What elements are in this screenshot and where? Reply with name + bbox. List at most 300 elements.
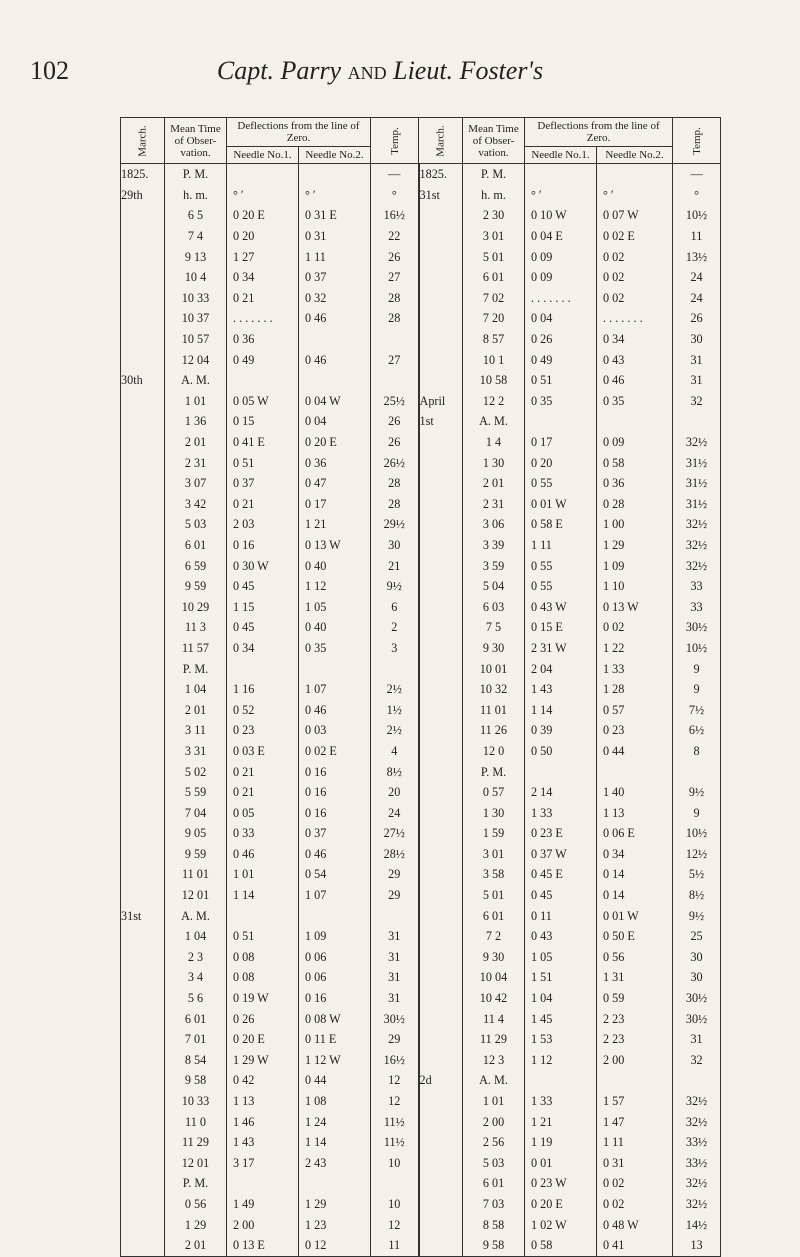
table-cell: [299, 1173, 371, 1194]
table-cell: [121, 823, 165, 844]
table-cell: 2 01: [463, 473, 525, 494]
table-cell: 26: [371, 432, 419, 453]
table-cell: 9 30: [463, 947, 525, 968]
table-cell: [419, 823, 463, 844]
deflections-header-left: Deflections from the line of Zero.: [227, 118, 371, 147]
table-cell: 27: [371, 350, 419, 371]
table-cell: [121, 700, 165, 721]
table-cell: 24: [371, 803, 419, 824]
table-cell: 8: [673, 741, 721, 762]
table-cell: 1 04: [165, 926, 227, 947]
table-cell: [371, 1173, 419, 1194]
table-cell: 5½: [673, 864, 721, 885]
table-cell: [227, 164, 299, 185]
table-row: [121, 185, 721, 206]
table-cell: [121, 556, 165, 577]
table-cell: 0 05: [227, 803, 299, 824]
table-cell: 30th: [121, 370, 165, 391]
table-row: [121, 844, 721, 865]
table-cell: 1 33: [525, 803, 597, 824]
table-cell: 0 37: [299, 267, 371, 288]
table-cell: 6 01: [463, 906, 525, 927]
table-row: [121, 947, 721, 968]
table-cell: 31½: [673, 453, 721, 474]
table-cell: 33½: [673, 1132, 721, 1153]
table-cell: 20: [371, 782, 419, 803]
table-cell: 0 44: [299, 1070, 371, 1091]
table-row: [121, 164, 721, 185]
table-cell: [121, 329, 165, 350]
table-cell: 0 02 E: [299, 741, 371, 762]
table-cell: 11: [371, 1235, 419, 1256]
table-cell: [419, 494, 463, 515]
table-cell: [597, 411, 673, 432]
table-cell: 0 01: [525, 1153, 597, 1174]
table-cell: 30: [371, 535, 419, 556]
table-cell: [121, 411, 165, 432]
table-cell: 29th: [121, 185, 165, 206]
table-cell: 0 08: [227, 967, 299, 988]
table-cell: [419, 762, 463, 783]
table-cell: [673, 1070, 721, 1091]
table-cell: 1 19: [525, 1132, 597, 1153]
table-cell: [419, 864, 463, 885]
table-cell: 1 11: [597, 1132, 673, 1153]
table-cell: 1 46: [227, 1112, 299, 1133]
table-cell: 26: [371, 247, 419, 268]
table-cell: 10: [371, 1194, 419, 1215]
table-row: [121, 823, 721, 844]
table-cell: 11 29: [463, 1029, 525, 1050]
table-cell: [121, 741, 165, 762]
table-row: [121, 617, 721, 638]
table-cell: 9 59: [165, 844, 227, 865]
table-cell: 10 33: [165, 288, 227, 309]
table-cell: 0 11: [525, 906, 597, 927]
table-cell: [419, 308, 463, 329]
table-row: [121, 535, 721, 556]
table-cell: 1 30: [463, 803, 525, 824]
table-cell: 5 6: [165, 988, 227, 1009]
table-row: [121, 391, 721, 412]
table-cell: 1 57: [597, 1091, 673, 1112]
table-cell: 16½: [371, 205, 419, 226]
table-cell: —: [371, 164, 419, 185]
table-cell: 1 13: [597, 803, 673, 824]
table-cell: 31: [673, 350, 721, 371]
table-cell: [419, 473, 463, 494]
table-cell: 0 09: [597, 432, 673, 453]
table-cell: [121, 947, 165, 968]
table-cell: [121, 1132, 165, 1153]
table-cell: ° ′: [299, 185, 371, 206]
table-cell: [419, 1132, 463, 1153]
table-row: [121, 1132, 721, 1153]
table-cell: [121, 638, 165, 659]
table-cell: 0 41: [597, 1235, 673, 1256]
table-cell: 0 13 E: [227, 1235, 299, 1256]
table-cell: [419, 267, 463, 288]
table-cell: 2 03: [227, 514, 299, 535]
table-cell: 28: [371, 308, 419, 329]
table-cell: 0 48 W: [597, 1215, 673, 1236]
table-row: [121, 803, 721, 824]
table-cell: 0 04 E: [525, 226, 597, 247]
table-cell: 32½: [673, 1194, 721, 1215]
temp-header-left: Temp.: [371, 118, 419, 164]
table-cell: 1st: [419, 411, 463, 432]
table-cell: 0 43: [525, 926, 597, 947]
table-cell: 6 01: [463, 1173, 525, 1194]
table-cell: 11 4: [463, 1009, 525, 1030]
table-row: [121, 762, 721, 783]
table-cell: 0 23 E: [525, 823, 597, 844]
table-cell: . . . . . . .: [227, 308, 299, 329]
table-cell: 1825.: [121, 164, 165, 185]
table-cell: [121, 1173, 165, 1194]
table-cell: 30: [673, 967, 721, 988]
table-cell: 1½: [371, 700, 419, 721]
table-cell: 9 30: [463, 638, 525, 659]
observations-table: [120, 117, 721, 1257]
table-cell: 28: [371, 473, 419, 494]
table-cell: 7 20: [463, 308, 525, 329]
table-cell: 31st: [419, 185, 463, 206]
table-cell: [419, 803, 463, 824]
table-cell: 0 40: [299, 617, 371, 638]
table-cell: 3 07: [165, 473, 227, 494]
table-cell: 1 29: [299, 1194, 371, 1215]
table-cell: [121, 659, 165, 680]
table-cell: 12: [371, 1215, 419, 1236]
table-cell: 0 50: [525, 741, 597, 762]
table-row: [121, 226, 721, 247]
table-cell: 8½: [673, 885, 721, 906]
table-cell: P. M.: [165, 164, 227, 185]
table-cell: [419, 556, 463, 577]
table-cell: 7 5: [463, 617, 525, 638]
table-cell: 2 01: [165, 700, 227, 721]
table-cell: 32½: [673, 1091, 721, 1112]
table-cell: 1 24: [299, 1112, 371, 1133]
table-cell: 0 30 W: [227, 556, 299, 577]
table-cell: 1 05: [525, 947, 597, 968]
table-cell: 12: [371, 1091, 419, 1112]
table-cell: 6 03: [463, 597, 525, 618]
table-cell: [121, 720, 165, 741]
table-cell: 12 2: [463, 391, 525, 412]
table-cell: 2 01: [165, 1235, 227, 1256]
table-cell: 1 43: [227, 1132, 299, 1153]
table-cell: 1 53: [525, 1029, 597, 1050]
table-cell: 2 00: [227, 1215, 299, 1236]
needle2-header-left: Needle No.2.: [299, 147, 371, 164]
table-cell: 2 00: [463, 1112, 525, 1133]
table-cell: 9: [673, 659, 721, 680]
table-cell: 0 47: [299, 473, 371, 494]
table-cell: 27½: [371, 823, 419, 844]
table-cell: °: [371, 185, 419, 206]
table-cell: 0 14: [597, 864, 673, 885]
table-cell: 11 01: [463, 700, 525, 721]
table-cell: [419, 844, 463, 865]
table-cell: 1 11: [299, 247, 371, 268]
table-cell: 11 57: [165, 638, 227, 659]
table-cell: 2 14: [525, 782, 597, 803]
table-cell: 25: [673, 926, 721, 947]
table-cell: 0 35: [525, 391, 597, 412]
table-row: [121, 432, 721, 453]
table-cell: 9½: [673, 782, 721, 803]
table-cell: [121, 597, 165, 618]
table-cell: 31st: [121, 906, 165, 927]
table-cell: 2 43: [299, 1153, 371, 1174]
table-cell: 32½: [673, 1112, 721, 1133]
table-cell: 3 42: [165, 494, 227, 515]
table-cell: [673, 411, 721, 432]
table-cell: 1 14: [525, 700, 597, 721]
table-cell: 7 03: [463, 1194, 525, 1215]
table-cell: 0 43: [597, 350, 673, 371]
table-cell: [121, 453, 165, 474]
table-cell: 0 04: [299, 411, 371, 432]
table-cell: [419, 1091, 463, 1112]
table-cell: [419, 782, 463, 803]
table-cell: 0 06 E: [597, 823, 673, 844]
table-cell: 6 59: [165, 556, 227, 577]
table-cell: 0 16: [227, 535, 299, 556]
table-cell: 8½: [371, 762, 419, 783]
table-cell: 0 56: [165, 1194, 227, 1215]
table-cell: 28: [371, 288, 419, 309]
table-cell: 24: [673, 288, 721, 309]
table-cell: 0 49: [227, 350, 299, 371]
table-cell: 0 46: [597, 370, 673, 391]
table-cell: 9: [673, 803, 721, 824]
table-cell: [299, 659, 371, 680]
table-cell: [419, 514, 463, 535]
table-cell: 0 12: [299, 1235, 371, 1256]
table-cell: 25½: [371, 391, 419, 412]
table-cell: 0 40: [299, 556, 371, 577]
date-header-right: March.: [419, 118, 463, 164]
table-cell: [227, 659, 299, 680]
table-cell: 10 58: [463, 370, 525, 391]
table-cell: 1 10: [597, 576, 673, 597]
table-cell: 11: [673, 226, 721, 247]
table-row: [121, 1194, 721, 1215]
table-cell: 7 04: [165, 803, 227, 824]
table-cell: [121, 1215, 165, 1236]
table-cell: [419, 1009, 463, 1030]
table-cell: 0 46: [299, 308, 371, 329]
table-cell: 2 3: [165, 947, 227, 968]
table-cell: 0 16: [299, 988, 371, 1009]
table-cell: 0 15: [227, 411, 299, 432]
table-cell: [419, 288, 463, 309]
table-cell: 30½: [673, 988, 721, 1009]
table-cell: 2 00: [597, 1050, 673, 1071]
table-cell: [299, 370, 371, 391]
table-cell: 1 14: [299, 1132, 371, 1153]
table-cell: 0 03: [299, 720, 371, 741]
table-cell: 0 32: [299, 288, 371, 309]
table-cell: [419, 370, 463, 391]
table-cell: 1 29: [597, 535, 673, 556]
table-cell: [121, 1153, 165, 1174]
table-cell: 31: [371, 988, 419, 1009]
table-cell: 10 32: [463, 679, 525, 700]
table-cell: —: [673, 164, 721, 185]
table-cell: [371, 329, 419, 350]
table-cell: 28½: [371, 844, 419, 865]
table-cell: 0 55: [525, 556, 597, 577]
table-cell: 0 54: [299, 864, 371, 885]
table-cell: 0 15 E: [525, 617, 597, 638]
table-cell: 0 34: [597, 329, 673, 350]
table-cell: 32½: [673, 514, 721, 535]
table-cell: 0 44: [597, 741, 673, 762]
table-cell: 1 09: [299, 926, 371, 947]
table-cell: h. m.: [463, 185, 525, 206]
table-row: [121, 329, 721, 350]
table-cell: 0 46: [299, 700, 371, 721]
table-cell: 11½: [371, 1112, 419, 1133]
table-row: [121, 205, 721, 226]
table-cell: ° ′: [525, 185, 597, 206]
table-cell: 13½: [673, 247, 721, 268]
table-cell: °: [673, 185, 721, 206]
table-cell: 7 01: [165, 1029, 227, 1050]
table-cell: [121, 1009, 165, 1030]
table-cell: [121, 226, 165, 247]
table-cell: [419, 432, 463, 453]
table-row: [121, 597, 721, 618]
table-row: [121, 308, 721, 329]
table-cell: 33: [673, 597, 721, 618]
table-cell: 2 04: [525, 659, 597, 680]
table-cell: 2 30: [463, 205, 525, 226]
table-row: [121, 1050, 721, 1071]
table-cell: 1 47: [597, 1112, 673, 1133]
table-cell: [419, 700, 463, 721]
table-cell: 0 02: [597, 1194, 673, 1215]
table-row: [121, 350, 721, 371]
table-cell: [419, 1215, 463, 1236]
table-cell: 29: [371, 864, 419, 885]
table-cell: 2 31: [463, 494, 525, 515]
table-cell: 0 37: [299, 823, 371, 844]
needle1-header-left: Needle No.1.: [227, 147, 299, 164]
table-cell: 0 42: [227, 1070, 299, 1091]
table-cell: 9 58: [165, 1070, 227, 1091]
table-cell: 0 03 E: [227, 741, 299, 762]
table-cell: 10: [371, 1153, 419, 1174]
table-cell: 5 03: [463, 1153, 525, 1174]
table-cell: 1 51: [525, 967, 597, 988]
table-cell: 0 21: [227, 288, 299, 309]
table-cell: [121, 1070, 165, 1091]
table-cell: 10 42: [463, 988, 525, 1009]
table-cell: 30: [673, 947, 721, 968]
table-cell: 12 04: [165, 350, 227, 371]
table-cell: A. M.: [463, 411, 525, 432]
table-cell: A. M.: [165, 906, 227, 927]
table-cell: 5 03: [165, 514, 227, 535]
table-cell: [525, 411, 597, 432]
table-cell: 29½: [371, 514, 419, 535]
table-cell: [525, 1070, 597, 1091]
table-cell: 1 04: [165, 679, 227, 700]
table-cell: 10 01: [463, 659, 525, 680]
table-cell: 0 20 E: [227, 205, 299, 226]
table-cell: 0 11 E: [299, 1029, 371, 1050]
table-cell: [419, 1029, 463, 1050]
table-cell: [121, 967, 165, 988]
table-cell: 0 36: [227, 329, 299, 350]
table-row: [121, 576, 721, 597]
table-cell: 0 21: [227, 782, 299, 803]
table-cell: 30½: [371, 1009, 419, 1030]
table-cell: [419, 617, 463, 638]
table-cell: 1 21: [299, 514, 371, 535]
table-cell: 6½: [673, 720, 721, 741]
table-cell: 10½: [673, 205, 721, 226]
table-cell: 1 29 W: [227, 1050, 299, 1071]
table-cell: 0 51: [227, 453, 299, 474]
table-cell: 0 55: [525, 473, 597, 494]
table-cell: 32½: [673, 556, 721, 577]
table-cell: 1825.: [419, 164, 463, 185]
table-cell: 3 58: [463, 864, 525, 885]
table-cell: 0 46: [227, 844, 299, 865]
table-cell: 1 33: [525, 1091, 597, 1112]
table-cell: [121, 679, 165, 700]
table-cell: 0 55: [525, 576, 597, 597]
table-cell: [121, 350, 165, 371]
table-cell: 31: [673, 1029, 721, 1050]
table-cell: 2½: [371, 720, 419, 741]
table-cell: 0 45: [227, 617, 299, 638]
table-row: [121, 453, 721, 474]
table-cell: 33½: [673, 1153, 721, 1174]
table-row: [121, 288, 721, 309]
table-cell: [419, 247, 463, 268]
table-row: [121, 988, 721, 1009]
table-row: [121, 1153, 721, 1174]
table-cell: 0 20 E: [299, 432, 371, 453]
table-cell: 26: [673, 308, 721, 329]
table-cell: 32: [673, 391, 721, 412]
table-cell: 1 29: [165, 1215, 227, 1236]
table-cell: 0 28: [597, 494, 673, 515]
table-cell: 6 01: [165, 535, 227, 556]
table-cell: 0 58: [525, 1235, 597, 1256]
table-cell: [419, 679, 463, 700]
table-cell: 4: [371, 741, 419, 762]
table-cell: [121, 864, 165, 885]
table-cell: 0 23 W: [525, 1173, 597, 1194]
table-row: [121, 700, 721, 721]
table-cell: [419, 720, 463, 741]
table-cell: 32½: [673, 1173, 721, 1194]
table-cell: 0 13 W: [299, 535, 371, 556]
table-cell: 10 29: [165, 597, 227, 618]
table-cell: 1 21: [525, 1112, 597, 1133]
running-title: [30, 56, 730, 86]
table-cell: [121, 267, 165, 288]
table-cell: 10 37: [165, 308, 227, 329]
